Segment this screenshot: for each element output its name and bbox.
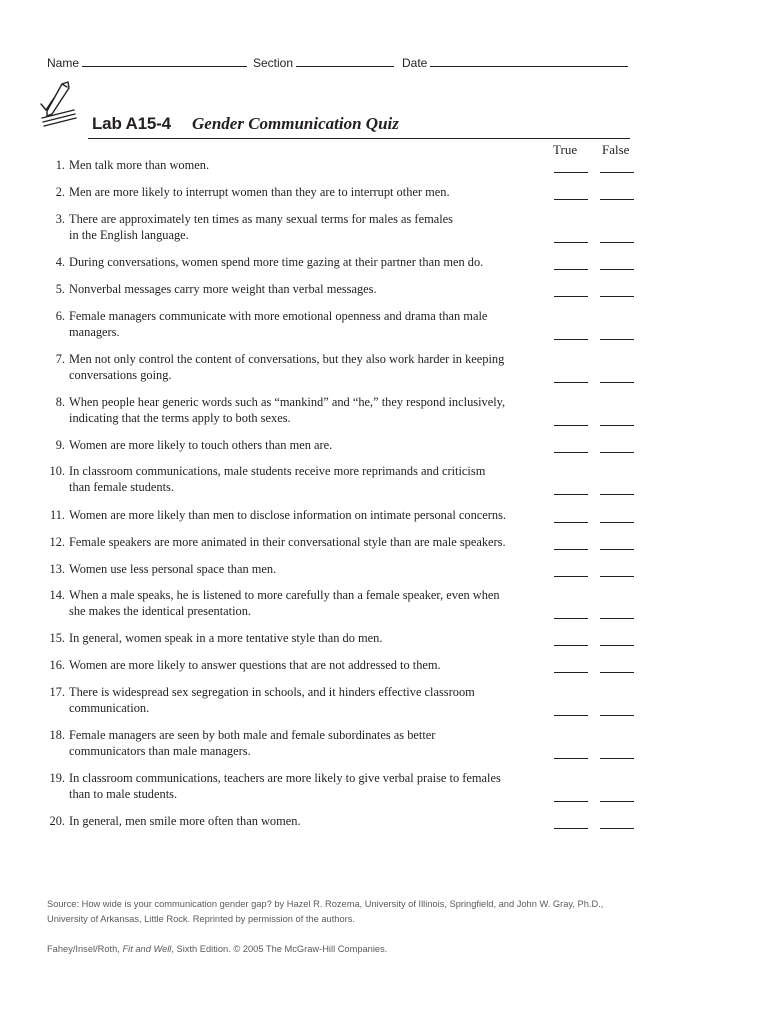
- question-text-line: communicators than male managers.: [69, 744, 251, 758]
- question-text: [69, 561, 544, 577]
- lab-title: Gender Communication Quiz: [192, 114, 399, 133]
- false-answer-blank[interactable]: [600, 758, 634, 759]
- true-answer-blank[interactable]: [554, 522, 588, 523]
- question-text-line: Women are more likely to touch others than men are.: [69, 438, 333, 452]
- question-number: 3.: [55, 212, 65, 226]
- question-number: 16.: [49, 658, 65, 672]
- true-answer-blank[interactable]: [554, 828, 588, 829]
- true-answer-blank[interactable]: [554, 269, 588, 270]
- false-answer-blank[interactable]: [600, 269, 634, 270]
- question-text: [69, 684, 544, 716]
- true-answer-blank[interactable]: [554, 801, 588, 802]
- question-text-line: In general, women speak in a more tentative style than do men.: [69, 631, 383, 645]
- false-answer-blank[interactable]: [600, 452, 634, 453]
- question-text-line: There is widespread sex segregation in schools, and it hinders effective classroom: [69, 685, 475, 699]
- true-answer-blank[interactable]: [554, 425, 588, 426]
- question-text-line: When a male speaks, he is listened to more carefully than a female speaker, even when: [69, 588, 500, 602]
- question-text-line: communication.: [69, 701, 150, 715]
- question-number: 5.: [55, 282, 65, 296]
- question-text-line: Female speakers are more animated in their conversational style than are male speakers.: [69, 535, 506, 549]
- question-text-line: There are approximately ten times as many sexual terms for males as females: [69, 212, 453, 226]
- question-text-line: than to male students.: [69, 787, 178, 801]
- question-text: [69, 394, 544, 426]
- true-answer-blank[interactable]: [554, 758, 588, 759]
- question-number: 12.: [49, 535, 65, 549]
- false-answer-blank[interactable]: [600, 645, 634, 646]
- true-answer-blank[interactable]: [554, 199, 588, 200]
- false-answer-blank[interactable]: [600, 199, 634, 200]
- question-number: 17.: [49, 685, 65, 699]
- question-text: [69, 157, 544, 173]
- question-text: [69, 211, 544, 243]
- false-answer-blank[interactable]: [600, 425, 634, 426]
- false-answer-blank[interactable]: [600, 549, 634, 550]
- question-number: 8.: [55, 395, 65, 409]
- false-answer-blank[interactable]: [600, 339, 634, 340]
- question-text-line: In classroom communications, male students receive more reprimands and criticism: [69, 464, 486, 478]
- lab-number: Lab A15-4: [92, 114, 171, 133]
- question-text-line: managers.: [69, 325, 120, 339]
- true-answer-blank[interactable]: [554, 549, 588, 550]
- false-answer-blank[interactable]: [600, 522, 634, 523]
- question-text: [69, 281, 544, 297]
- question-text: [69, 184, 544, 200]
- question-number: 10.: [49, 464, 65, 478]
- question-text-line: Female managers communicate with more emotional openness and drama than male: [69, 309, 488, 323]
- question-number: 18.: [49, 728, 65, 742]
- question-number: 1.: [55, 158, 65, 172]
- true-answer-blank[interactable]: [554, 618, 588, 619]
- question-text-line: When people hear generic words such as “mankind” and “he,” they respond inclusively,: [69, 395, 506, 409]
- true-column-header: True: [553, 142, 578, 157]
- false-answer-blank[interactable]: [600, 494, 634, 495]
- copyright-book-title: Fit and Well: [122, 944, 172, 954]
- true-answer-blank[interactable]: [554, 452, 588, 453]
- question-text-line: indicating that the terms apply to both sexes.: [69, 411, 291, 425]
- true-answer-blank[interactable]: [554, 172, 588, 173]
- true-answer-blank[interactable]: [554, 645, 588, 646]
- true-answer-blank[interactable]: [554, 296, 588, 297]
- false-answer-blank[interactable]: [600, 715, 634, 716]
- true-answer-blank[interactable]: [554, 576, 588, 577]
- true-answer-blank[interactable]: [554, 382, 588, 383]
- date-label: Date: [402, 56, 428, 70]
- question-text: [69, 463, 544, 495]
- question-text-line: she makes the identical presentation.: [69, 604, 252, 618]
- question-number: 14.: [49, 588, 65, 602]
- question-text: [69, 770, 544, 802]
- question-number: 4.: [55, 255, 65, 269]
- question-text-line: Women use less personal space than men.: [69, 562, 277, 576]
- true-answer-blank[interactable]: [554, 494, 588, 495]
- question-number: 20.: [49, 814, 65, 828]
- true-answer-blank[interactable]: [554, 715, 588, 716]
- section-label: Section: [253, 56, 294, 70]
- question-text: [69, 587, 544, 619]
- question-text-line: In general, men smile more often than women.: [69, 814, 301, 828]
- question-text-line: than female students.: [69, 480, 174, 494]
- source-note: [47, 897, 647, 927]
- question-text-line: Nonverbal messages carry more weight than verbal messages.: [69, 282, 377, 296]
- false-answer-blank[interactable]: [600, 576, 634, 577]
- question-text: [69, 657, 544, 673]
- question-text-line: During conversations, women spend more time gazing at their partner than men do.: [69, 255, 484, 269]
- name-label: Name: [47, 56, 80, 70]
- question-text: [69, 351, 544, 383]
- copyright-authors: Fahey/Insel/Roth,: [47, 944, 123, 954]
- question-text: [69, 630, 544, 646]
- false-answer-blank[interactable]: [600, 672, 634, 673]
- question-number: 7.: [55, 352, 65, 366]
- question-text-line: In classroom communications, teachers are more likely to give verbal praise to females: [69, 771, 501, 785]
- source-line: Source: How wide is your communication gender gap? by Hazel R. Rozema, University of Illinois, Springfield, and John W. Gray, Ph.D.,: [47, 899, 604, 909]
- question-number: 9.: [55, 438, 65, 452]
- question-text: [69, 727, 544, 759]
- source-line: University of Arkansas, Little Rock. Reprinted by permission of the authors.: [47, 914, 355, 924]
- question-text: [69, 534, 544, 550]
- false-answer-blank[interactable]: [600, 296, 634, 297]
- false-answer-blank[interactable]: [600, 618, 634, 619]
- question-text-line: Female managers are seen by both male and female subordinates as better: [69, 728, 436, 742]
- question-text: [69, 813, 544, 829]
- true-answer-blank[interactable]: [554, 339, 588, 340]
- question-text: [69, 254, 544, 270]
- copyright-rest: , Sixth Edition. © 2005 The McGraw-Hill Companies.: [171, 944, 388, 954]
- question-number: 2.: [55, 185, 65, 199]
- question-number: 11.: [49, 508, 65, 522]
- copyright-note: [47, 944, 647, 954]
- question-text-line: Men are more likely to interrupt women than they are to interrupt other men.: [69, 185, 450, 199]
- question-number: 13.: [49, 562, 65, 576]
- false-answer-blank[interactable]: [600, 382, 634, 383]
- question-text: [69, 308, 544, 340]
- question-text-line: in the English language.: [69, 228, 189, 242]
- false-answer-blank[interactable]: [600, 242, 634, 243]
- true-answer-blank[interactable]: [554, 242, 588, 243]
- question-text: [69, 437, 544, 453]
- question-text-line: conversations going.: [69, 368, 172, 382]
- true-answer-blank[interactable]: [554, 672, 588, 673]
- false-answer-blank[interactable]: [600, 172, 634, 173]
- question-text: [69, 507, 544, 523]
- false-answer-blank[interactable]: [600, 801, 634, 802]
- question-text-line: Women are more likely to answer questions that are not addressed to them.: [69, 658, 441, 672]
- false-column-header: False: [602, 142, 630, 157]
- question-text-line: Men not only control the content of conversations, but they also work harder in keeping: [69, 352, 505, 366]
- question-number: 19.: [49, 771, 65, 785]
- false-answer-blank[interactable]: [600, 828, 634, 829]
- question-number: 6.: [55, 309, 65, 323]
- question-number: 15.: [49, 631, 65, 645]
- question-text-line: Men talk more than women.: [69, 158, 210, 172]
- question-text-line: Women are more likely than men to disclose information on intimate personal concerns.: [69, 508, 507, 522]
